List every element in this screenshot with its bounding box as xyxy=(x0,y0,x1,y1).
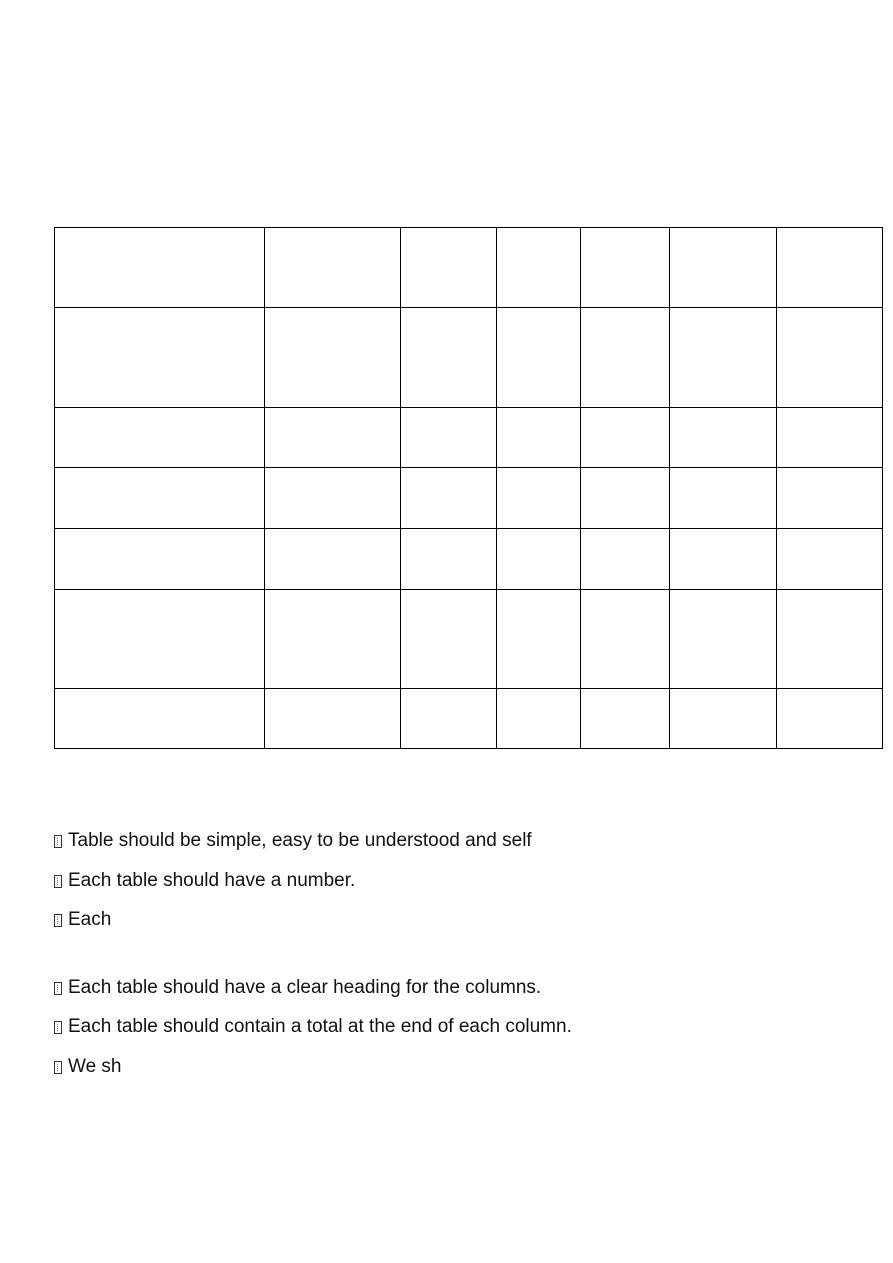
table-cell xyxy=(581,689,670,749)
bullet-text: Each table should have a number. xyxy=(68,870,356,891)
table-row xyxy=(55,408,883,468)
table-cell xyxy=(265,468,401,529)
table-cell xyxy=(670,308,777,408)
table-cell xyxy=(581,228,670,308)
table-cell xyxy=(777,529,883,590)
table-cell xyxy=(581,308,670,408)
table-cell xyxy=(777,468,883,529)
table-cell xyxy=(265,529,401,590)
bullet-text: Each xyxy=(68,909,112,930)
table-cell xyxy=(777,590,883,689)
table-cell xyxy=(55,529,265,590)
list-item xyxy=(54,1052,874,1082)
missing-glyph-bullet-icon xyxy=(54,1021,62,1034)
table-cell xyxy=(581,529,670,590)
table-row xyxy=(55,468,883,529)
missing-glyph-bullet-icon xyxy=(54,982,62,995)
bullet-text: Each table should have a clear heading for the columns. xyxy=(68,977,542,998)
table-cell xyxy=(265,689,401,749)
bullet-list xyxy=(54,826,874,1082)
table-row xyxy=(55,529,883,590)
table-cell xyxy=(670,228,777,308)
table-cell xyxy=(777,408,883,468)
table-cell xyxy=(55,590,265,689)
table-cell xyxy=(265,408,401,468)
table-cell xyxy=(670,468,777,529)
missing-glyph-bullet-icon xyxy=(54,875,62,888)
table-cell xyxy=(670,590,777,689)
list-item xyxy=(54,905,874,935)
table-cell xyxy=(670,529,777,590)
table-cell xyxy=(265,590,401,689)
bullet-text: We sh xyxy=(68,1056,122,1077)
table-cell xyxy=(401,590,497,689)
missing-glyph-bullet-icon xyxy=(54,914,62,927)
list-item xyxy=(54,826,874,856)
table-cell xyxy=(401,228,497,308)
table-cell xyxy=(401,308,497,408)
table-cell xyxy=(265,308,401,408)
table-cell xyxy=(777,228,883,308)
table-cell xyxy=(265,228,401,308)
table-row xyxy=(55,590,883,689)
table-cell xyxy=(401,468,497,529)
table-cell xyxy=(777,689,883,749)
table-cell xyxy=(670,408,777,468)
table-cell xyxy=(55,468,265,529)
table-row xyxy=(55,689,883,749)
table-cell xyxy=(581,468,670,529)
table-cell xyxy=(497,529,581,590)
table-row xyxy=(55,308,883,408)
list-item xyxy=(54,973,874,1003)
table-cell xyxy=(401,408,497,468)
table-cell xyxy=(777,308,883,408)
missing-glyph-bullet-icon xyxy=(54,1061,62,1074)
table-cell xyxy=(581,408,670,468)
table-cell xyxy=(55,689,265,749)
table-cell xyxy=(497,228,581,308)
table-cell xyxy=(497,590,581,689)
table-cell xyxy=(497,468,581,529)
table-cell xyxy=(401,689,497,749)
bullet-text: Table should be simple, easy to be understood and self xyxy=(68,830,532,851)
table-cell xyxy=(497,408,581,468)
table-cell xyxy=(497,689,581,749)
list-item xyxy=(54,1012,874,1042)
table-cell xyxy=(55,308,265,408)
bullet-text: Each table should contain a total at the end of each column. xyxy=(68,1016,572,1037)
table-cell xyxy=(581,590,670,689)
table-cell xyxy=(670,689,777,749)
table-cell xyxy=(401,529,497,590)
table-row xyxy=(55,228,883,308)
list-item xyxy=(54,866,874,896)
missing-glyph-bullet-icon xyxy=(54,835,62,848)
empty-data-table xyxy=(54,227,883,749)
table-cell xyxy=(55,228,265,308)
table-cell xyxy=(497,308,581,408)
table-cell xyxy=(55,408,265,468)
